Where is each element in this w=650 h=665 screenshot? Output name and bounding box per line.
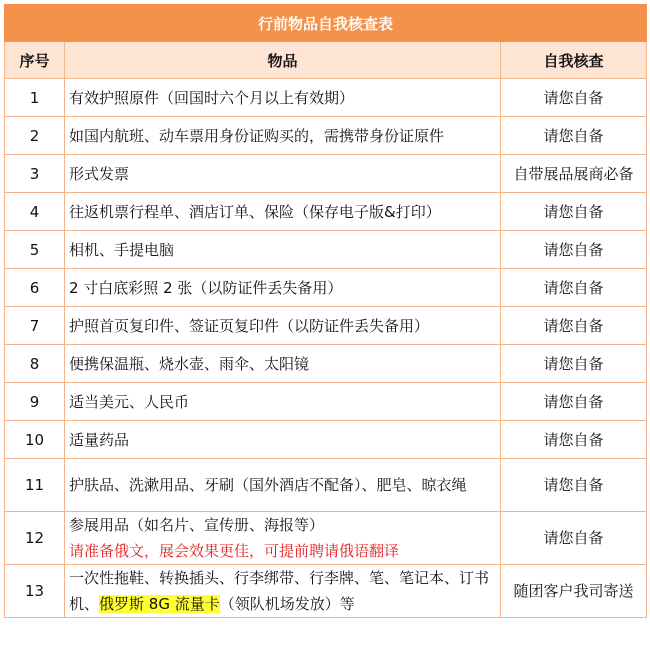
row-check: 请您自备 <box>501 117 647 155</box>
row-item: 护照首页复印件、签证页复印件（以防证件丢失备用） <box>65 307 501 345</box>
table-row <box>5 79 647 117</box>
row-num: 9 <box>5 383 65 421</box>
row-check: 请您自备 <box>501 79 647 117</box>
warning-note: 请准备俄文，展会效果更佳，可提前聘请俄语翻译 <box>69 542 400 560</box>
row-item: 有效护照原件（回国时六个月以上有效期） <box>65 79 501 117</box>
header-num: 序号 <box>5 42 65 79</box>
row-num: 2 <box>5 117 65 155</box>
row-num: 7 <box>5 307 65 345</box>
table-row <box>5 193 647 231</box>
row-check: 请您自备 <box>501 193 647 231</box>
table-row <box>5 269 647 307</box>
row-check: 自带展品展商必备 <box>501 155 647 193</box>
header-row <box>5 42 647 79</box>
row-check: 请您自备 <box>501 383 647 421</box>
table-row <box>5 565 647 618</box>
row-item: 形式发票 <box>65 155 501 193</box>
header-check: 自我核查 <box>501 42 647 79</box>
table-row <box>5 512 647 565</box>
row-check: 请您自备 <box>501 307 647 345</box>
row-num: 5 <box>5 231 65 269</box>
row-item: 2 寸白底彩照 2 张（以防证件丢失备用） <box>65 269 501 307</box>
checklist-container <box>4 4 646 618</box>
table-row <box>5 117 647 155</box>
row-num: 6 <box>5 269 65 307</box>
row-item: 相机、手提电脑 <box>65 231 501 269</box>
row-num: 3 <box>5 155 65 193</box>
row-num: 8 <box>5 345 65 383</box>
checklist-table <box>4 4 647 618</box>
table-row <box>5 421 647 459</box>
row-num: 10 <box>5 421 65 459</box>
table-row <box>5 307 647 345</box>
row-check: 请您自备 <box>501 231 647 269</box>
row-item: 适量药品 <box>65 421 501 459</box>
row-item: 参展用品（如名片、宣传册、海报等） <box>69 516 325 534</box>
table-row <box>5 155 647 193</box>
table-row <box>5 231 647 269</box>
row-check: 请您自备 <box>501 421 647 459</box>
row-check: 请您自备 <box>501 269 647 307</box>
table-row <box>5 345 647 383</box>
row-num: 12 <box>5 512 65 565</box>
row-num: 4 <box>5 193 65 231</box>
row-item-cell <box>65 565 501 618</box>
row-check: 随团客户我司寄送 <box>501 565 647 618</box>
header-item: 物品 <box>65 42 501 79</box>
row-item-cell <box>65 512 501 565</box>
row-item: 适当美元、人民币 <box>65 383 501 421</box>
table-title: 行前物品自我核查表 <box>5 5 647 42</box>
row-item-part2: （领队机场发放）等 <box>219 595 355 613</box>
title-row <box>5 5 647 42</box>
row-num: 1 <box>5 79 65 117</box>
row-item: 便携保温瓶、烧水壶、雨伞、太阳镜 <box>65 345 501 383</box>
row-check: 请您自备 <box>501 459 647 512</box>
table-row <box>5 383 647 421</box>
row-check: 请您自备 <box>501 512 647 565</box>
row-item: 护肤品、洗漱用品、牙刷（国外酒店不配备）、肥皂、晾衣绳 <box>65 459 501 512</box>
row-item: 往返机票行程单、酒店订单、保险（保存电子版&打印） <box>65 193 501 231</box>
highlighted-sim-card: 俄罗斯 8G 流量卡 <box>99 595 220 613</box>
row-item-part1: 一次性拖鞋、转换插头、行李绑带、行李牌、笔、笔记本、订书机、 <box>69 569 490 613</box>
row-item: 如国内航班、动车票用身份证购买的，需携带身份证原件 <box>65 117 501 155</box>
row-num: 11 <box>5 459 65 512</box>
table-row <box>5 459 647 512</box>
row-check: 请您自备 <box>501 345 647 383</box>
row-num: 13 <box>5 565 65 618</box>
